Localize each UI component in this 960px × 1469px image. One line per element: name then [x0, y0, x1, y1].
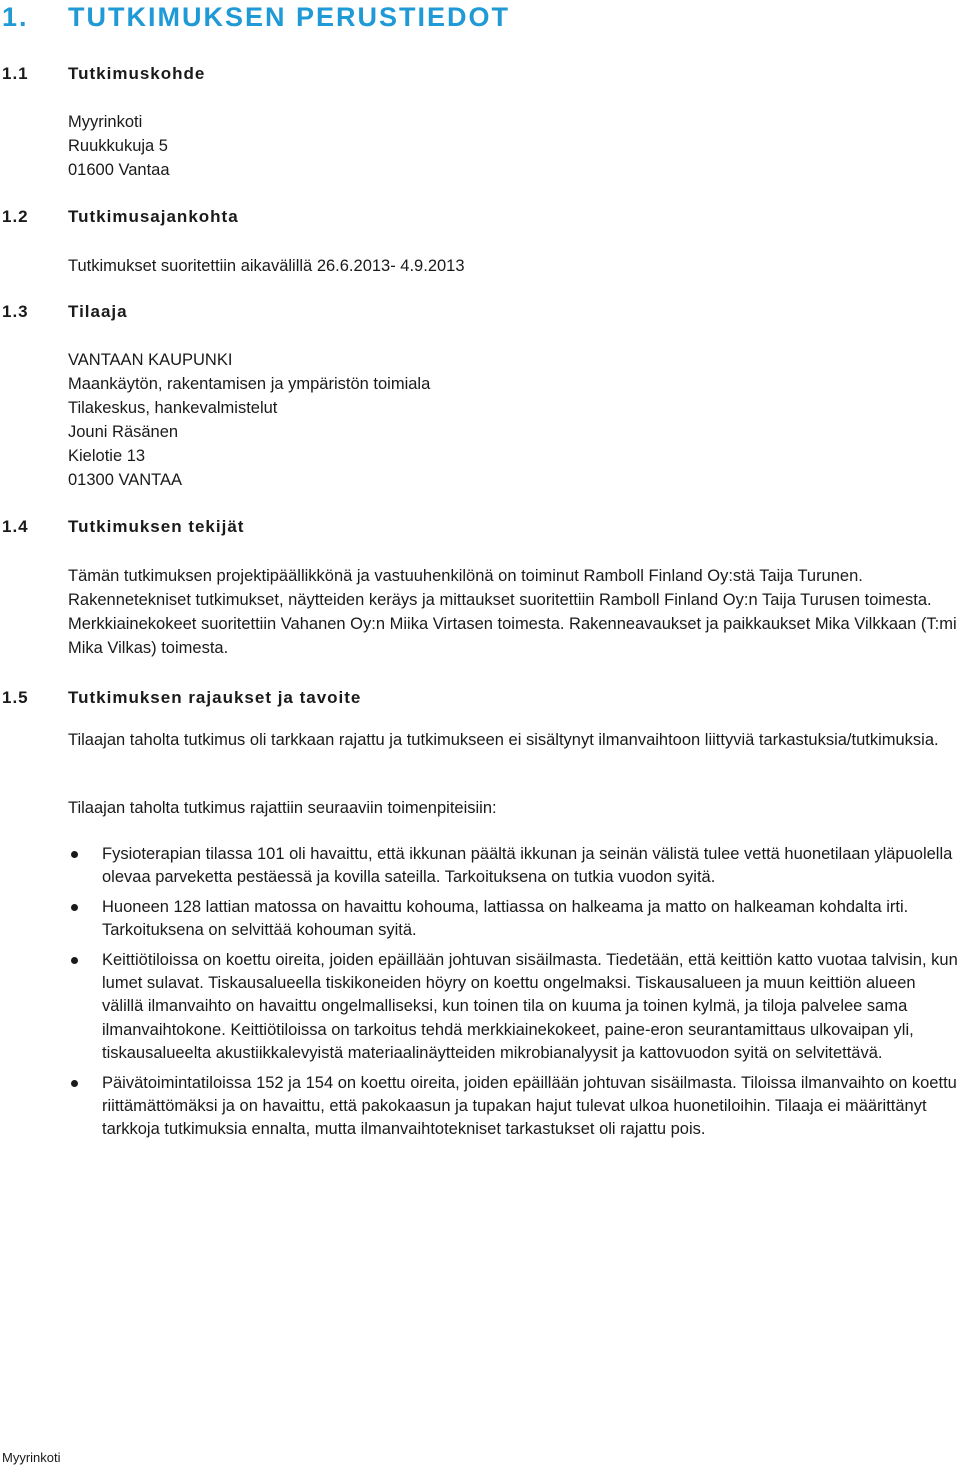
section-paragraph: Tilaajan taholta tutkimus rajattiin seuraaviin toimenpiteisiin:: [68, 799, 497, 817]
address-line: Myyrinkoti: [68, 113, 143, 131]
section-number: 1.2: [2, 207, 29, 226]
section-heading-1-3: [2, 302, 128, 322]
client-line: 01300 VANTAA: [68, 471, 183, 489]
section-title: Tutkimuksen rajaukset ja tavoite: [68, 688, 362, 707]
bullet-icon: [71, 851, 78, 858]
section-title: Tilaaja: [68, 302, 128, 321]
section-number: 1.1: [2, 64, 29, 83]
list-item-text: Keittiötiloissa on koettu oireita, joiden epäillään johtuvan sisäilmasta. Tiedetään, että keittiön katto vuotaa talvisin, kun lumet sulavat. Tiskausalueella tiskikoneiden höyry on koettu ongelmaksi. Tiskausalueen ja muun keittiön alueen välillä ilmanvaihto on havaittu ongelmalliseksi, kun toinen tila on kuuma ja toinen kylmä, ja tiloja palvelee sama ilmanvaihtokone. Keittiötiloissa on tarkoitus tehdä merkkiainekokeet, paine-eron seurantamittaus ulkovaipan yli, tiskausalueelta akustiikkalevyistä materiaalinäytteiden mikrobianalyysit ja kattovuodon syitä on selvitettävä.: [102, 950, 958, 1063]
client-line: Maankäytön, rakentamisen ja ympäristön toimiala: [68, 375, 431, 393]
address-line: 01600 Vantaa: [68, 161, 170, 179]
section-number: 1.4: [2, 517, 29, 536]
chapter-heading: [2, 2, 510, 33]
list-item: [68, 949, 960, 1066]
chapter-number: 1.: [2, 2, 29, 32]
client-line: Jouni Räsänen: [68, 423, 179, 441]
section-title: Tutkimuskohde: [68, 64, 206, 83]
list-item-text: Päivätoimintatiloissa 152 ja 154 on koettu oireita, joiden epäillään johtuvan sisäilmasta. Tiloissa ilmanvaihto on koettu riittämättömäksi ja on havaittu, että pakokaasun ja tupakan hajut tulevat ulkoa huonetiloihin. Tilaaja ei määrittänyt tarkkoja tutkimuksia ennalta, mutta ilmanvaihtotekniset tarkastukset oli rajattu pois.: [102, 1073, 957, 1139]
section-heading-1-4: [2, 517, 244, 537]
list-item: [68, 843, 960, 890]
section-heading-1-5: [2, 688, 361, 708]
section-paragraph: Tämän tutkimuksen projektipäällikkönä ja vastuuhenkilönä on toiminut Ramboll Finland Oy:stä Taija Turunen. Rakennetekniset tutkimukset, näytteiden keräys ja mittaukset suoritettiin Ramboll Finland Oy:n Taija Turusen toimesta. Merkkiainekokeet suoritettiin Vahanen Oy:n Miika Virtasen toimesta. Rakenneavaukset ja paikkaukset Mika Vilkkaan (T:mi Mika Vilkas) toimesta.: [68, 567, 957, 657]
address-line: Ruukkukuja 5: [68, 137, 168, 155]
section-number: 1.3: [2, 302, 29, 321]
bullet-icon: [71, 957, 78, 964]
bullet-icon: [71, 1080, 78, 1087]
client-line: VANTAAN KAUPUNKI: [68, 351, 233, 369]
list-item-text: Huoneen 128 lattian matossa on havaittu kohouma, lattiassa on halkeama ja matto on halkeaman kohdalta irti. Tarkoituksena on selvittää kohouman syitä.: [102, 897, 909, 940]
section-heading-1-1: [2, 64, 205, 84]
list-item: [68, 1072, 960, 1142]
section-title: Tutkimusajankohta: [68, 207, 239, 226]
bullet-icon: [71, 904, 78, 911]
list-item: [68, 896, 960, 943]
chapter-title: TUTKIMUKSEN PERUSTIEDOT: [68, 2, 511, 32]
section-paragraph: Tilaajan taholta tutkimus oli tarkkaan rajattu ja tutkimukseen ei sisältynyt ilmanvaihtoon liittyviä tarkastuksia/tutkimuksia.: [68, 731, 939, 749]
section-number: 1.5: [2, 688, 29, 707]
section-text: Tutkimukset suoritettiin aikavälillä 26.6.2013- 4.9.2013: [68, 257, 465, 275]
client-line: Tilakeskus, hankevalmistelut: [68, 399, 278, 417]
client-line: Kielotie 13: [68, 447, 146, 465]
section-heading-1-2: [2, 207, 239, 227]
page-footer: Myyrinkoti: [2, 1450, 61, 1465]
list-item-text: Fysioterapian tilassa 101 oli havaittu, että ikkunan päältä ikkunan ja seinän välistä tulee vettä huonetilaan yläpuolella olevaa parveketta pestäessä ja kovilla sateilla. Tarkoituksena on tutkia vuodon syitä.: [102, 845, 953, 887]
bullet-list: [68, 843, 960, 1148]
section-title: Tutkimuksen tekijät: [68, 517, 245, 536]
